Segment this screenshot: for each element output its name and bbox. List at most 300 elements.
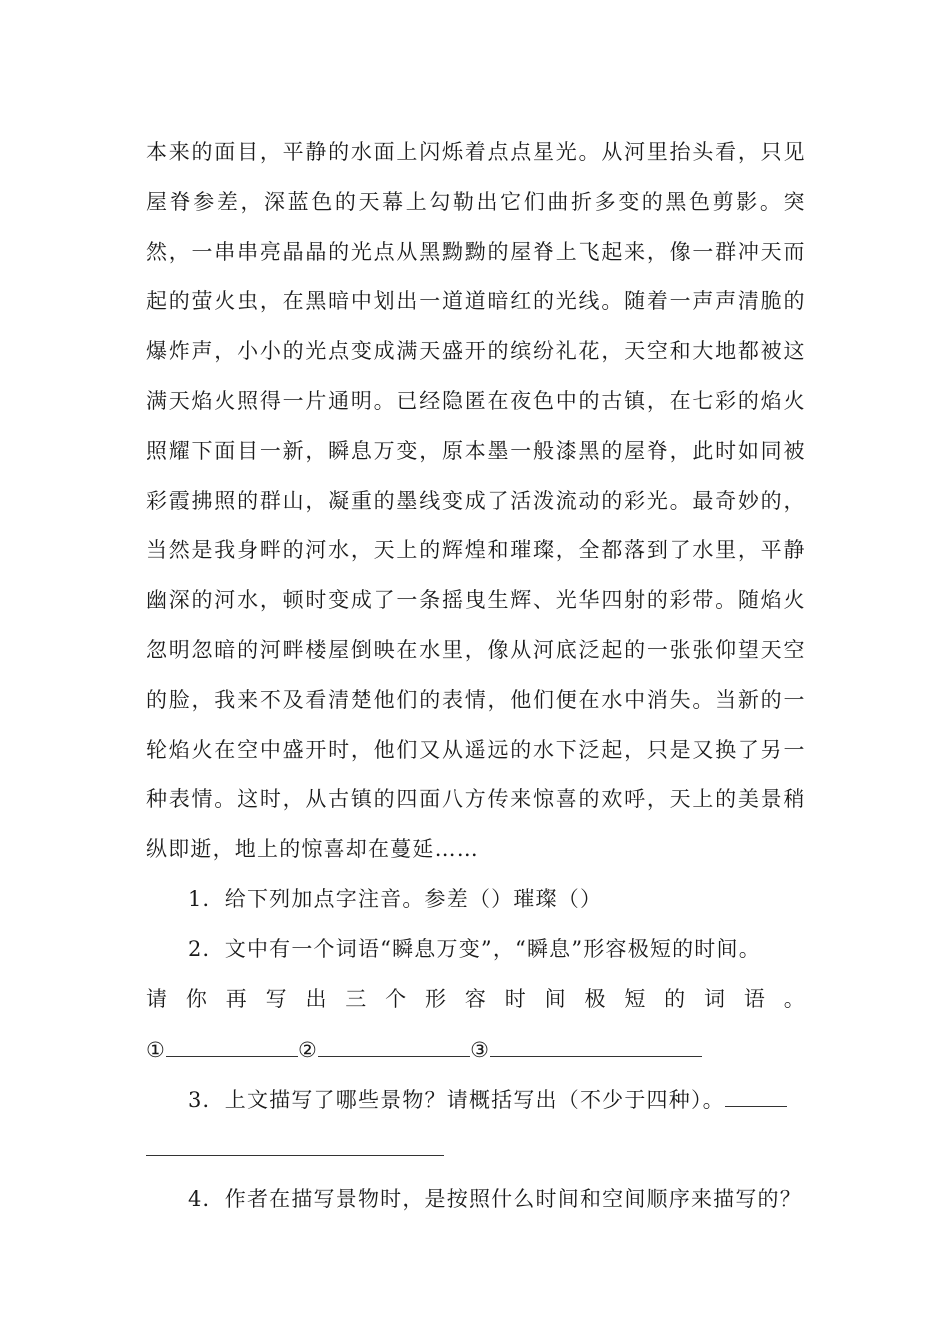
passage-char: 头 bbox=[692, 140, 715, 164]
passage-char: 和 bbox=[669, 339, 692, 364]
passage-char: 明 bbox=[350, 389, 374, 413]
passage-char: 的 bbox=[373, 488, 396, 513]
question-2-char: 三 bbox=[345, 987, 368, 1011]
passage-char: 差 bbox=[216, 189, 240, 214]
passage-char: 道 bbox=[441, 289, 465, 314]
passage-char: ， bbox=[555, 538, 578, 563]
passage-char: 水 bbox=[419, 638, 442, 662]
passage-char: 了 bbox=[487, 488, 510, 513]
passage-char: 一 bbox=[646, 638, 670, 662]
passage-char: 花 bbox=[578, 339, 601, 364]
passage-char: 匿 bbox=[464, 389, 487, 413]
passage-char: 纷 bbox=[533, 339, 556, 364]
passage-char: 声 bbox=[191, 339, 214, 364]
passage-char: 惊 bbox=[533, 787, 556, 812]
question-1-text: 1．给下列加点字注音。参差（）璀璨（） bbox=[188, 887, 603, 911]
passage-char: 消 bbox=[646, 687, 670, 712]
passage-char: 串 bbox=[214, 239, 237, 264]
passage-char: 动 bbox=[578, 488, 601, 513]
passage-char: 一 bbox=[783, 687, 806, 712]
passage-char: 着 bbox=[646, 289, 670, 314]
passage-char: 上 bbox=[396, 538, 419, 563]
passage-char: 地 bbox=[715, 339, 738, 364]
question-3-text: 3．上文描写了哪些景物？请概括写出（不少于四种）。 bbox=[188, 1088, 725, 1112]
passage-char: 黑 bbox=[305, 289, 328, 314]
passage-char: 空 bbox=[783, 638, 806, 662]
passage-char: 线 bbox=[578, 289, 601, 314]
passage-char: 出 bbox=[396, 289, 419, 314]
passage-char: 成 bbox=[464, 488, 487, 513]
question-1 bbox=[188, 884, 806, 914]
passage-char: 般 bbox=[533, 438, 556, 463]
passage-char: 息 bbox=[350, 438, 374, 463]
passage-char: 的 bbox=[601, 438, 624, 463]
passage-char: 黑 bbox=[665, 189, 688, 214]
passage-char: 在 bbox=[578, 687, 601, 712]
passage-char: 。 bbox=[715, 588, 738, 613]
passage-char: 身 bbox=[237, 538, 260, 563]
passage-char: 火 bbox=[214, 289, 237, 314]
passage-char: 四 bbox=[396, 787, 419, 812]
question-2-char: 。 bbox=[783, 987, 806, 1011]
passage-char: 照 bbox=[237, 389, 260, 413]
passage-char: 的 bbox=[715, 787, 738, 812]
passage-char: 在 bbox=[282, 289, 305, 314]
passage-char: 时 bbox=[715, 438, 738, 463]
answer-blank-q3-b[interactable] bbox=[146, 1155, 444, 1156]
passage-char: 大 bbox=[692, 339, 715, 364]
passage-char: 一 bbox=[419, 289, 442, 314]
passage-char: 声 bbox=[692, 289, 715, 314]
passage-char: 一 bbox=[191, 239, 214, 264]
passage-char: 从 bbox=[441, 737, 465, 762]
passage-char: 屋 bbox=[146, 189, 169, 214]
passage-char: 他 bbox=[373, 737, 396, 762]
passage-char: 道 bbox=[464, 289, 487, 314]
passage-char: 的 bbox=[419, 687, 442, 712]
passage-char: 。 bbox=[759, 189, 783, 214]
passage-char: 明 bbox=[168, 638, 191, 662]
passage-char: 光 bbox=[555, 588, 578, 613]
question-2-char: 短 bbox=[624, 987, 647, 1011]
passage-char: 满 bbox=[146, 389, 169, 413]
passage-char: 时 bbox=[328, 737, 351, 762]
passage-char: 一 bbox=[669, 289, 692, 314]
passage-char: ， bbox=[305, 438, 328, 463]
passage-char: 照 bbox=[214, 488, 237, 513]
passage-char: 点 bbox=[373, 239, 396, 264]
passage-char: 夜 bbox=[510, 389, 533, 413]
passage-char: 彩 bbox=[669, 588, 692, 613]
passage-char: 镇 bbox=[350, 787, 374, 812]
passage-char: 。 bbox=[692, 687, 715, 712]
passage-char: 彩 bbox=[624, 488, 647, 513]
passage-char: 暗 bbox=[214, 638, 237, 662]
passage-char: 美 bbox=[737, 787, 761, 812]
passage-char: 到 bbox=[646, 538, 670, 563]
passage-char: 清 bbox=[737, 289, 761, 314]
passage-char: ， bbox=[350, 538, 374, 563]
passage-char: 面 bbox=[373, 140, 396, 164]
passage-char: 种 bbox=[146, 787, 169, 812]
passage-char: 泛 bbox=[578, 737, 601, 762]
passage-char: 火 bbox=[783, 588, 806, 613]
passage-char: ， bbox=[487, 687, 510, 712]
passage-line bbox=[146, 735, 806, 765]
passage-char: ， bbox=[419, 438, 442, 463]
passage-char: 目 bbox=[237, 438, 260, 463]
passage-char: 新 bbox=[737, 687, 761, 712]
passage-char: 脊 bbox=[169, 189, 192, 214]
passage-char: 张 bbox=[669, 638, 692, 662]
passage-char: 出 bbox=[476, 189, 499, 214]
passage-char: 来 bbox=[168, 140, 191, 164]
passage-char: 起 bbox=[601, 737, 624, 762]
passage-char: 辉 bbox=[441, 538, 465, 563]
passage-char: ， bbox=[305, 488, 328, 513]
passage-char: ， bbox=[624, 737, 647, 762]
passage-char: 上 bbox=[396, 140, 419, 164]
passage-char: 黝 bbox=[464, 239, 487, 264]
passage-char: 的 bbox=[760, 488, 783, 513]
passage-char: 的 bbox=[578, 389, 601, 413]
passage-char: 一 bbox=[692, 239, 715, 264]
passage-char: 的 bbox=[487, 339, 510, 364]
passage-char: ， bbox=[646, 239, 670, 264]
passage-char: 萤 bbox=[191, 289, 214, 314]
passage-char: 幽 bbox=[146, 588, 169, 613]
passage-char: 最 bbox=[692, 488, 715, 513]
passage-char: 轮 bbox=[146, 737, 169, 762]
question-2-char: 的 bbox=[664, 987, 687, 1011]
answer-mark-3: ③ bbox=[470, 1038, 491, 1062]
passage-char: 从 bbox=[601, 140, 624, 164]
passage-char: 一 bbox=[282, 389, 305, 413]
passage-char: 空 bbox=[237, 737, 260, 762]
passage-char: 的 bbox=[578, 787, 601, 812]
passage-char: 天 bbox=[760, 239, 783, 264]
passage-char: 光 bbox=[555, 140, 578, 164]
passage-char: 们 bbox=[523, 189, 546, 214]
passage-char: 辉 bbox=[510, 588, 533, 613]
passage-char: 暗 bbox=[328, 289, 351, 314]
passage-char: 变 bbox=[396, 438, 419, 463]
passage-char: 的 bbox=[624, 638, 647, 662]
question-2-char: 词 bbox=[704, 987, 727, 1011]
passage-char: ， bbox=[214, 339, 237, 364]
passage-char: 。 bbox=[214, 787, 237, 812]
passage-char: 喜 bbox=[555, 787, 578, 812]
passage-char: 色 bbox=[311, 189, 334, 214]
passage-char: 失 bbox=[669, 687, 692, 712]
passage-char: 和 bbox=[487, 538, 510, 563]
passage-char: 望 bbox=[737, 638, 761, 662]
passage-char: 变 bbox=[328, 588, 351, 613]
passage-char: 随 bbox=[624, 289, 647, 314]
passage-char: 点 bbox=[510, 140, 533, 164]
passage-char: 的 bbox=[328, 140, 351, 164]
passage-char: 墨 bbox=[487, 438, 510, 463]
passage-char: ， bbox=[646, 787, 670, 812]
passage-char: 河 bbox=[214, 588, 237, 613]
passage-char: 屋 bbox=[328, 638, 351, 662]
passage-char: 勒 bbox=[452, 189, 476, 214]
passage-char: 这 bbox=[237, 787, 260, 812]
passage-char: 得 bbox=[259, 389, 283, 413]
passage-char: 呼 bbox=[624, 787, 647, 812]
question-2-char: 出 bbox=[305, 987, 328, 1011]
passage-char: 一 bbox=[510, 438, 533, 463]
passage-char: 在 bbox=[396, 638, 419, 662]
passage-char: 通 bbox=[328, 389, 351, 413]
passage-char: 缤 bbox=[510, 339, 533, 364]
passage-char: 水 bbox=[601, 687, 624, 712]
passage-char: ， bbox=[646, 389, 670, 413]
question-2-char: 形 bbox=[425, 987, 448, 1011]
passage-char: 水 bbox=[692, 538, 715, 563]
passage-char: 景 bbox=[760, 787, 783, 812]
passage-char: 脊 bbox=[646, 438, 670, 463]
answer-blank-2[interactable] bbox=[318, 1034, 470, 1057]
passage-char: 同 bbox=[760, 438, 783, 463]
passage-char: 天 bbox=[624, 339, 647, 364]
passage-char: 它 bbox=[500, 189, 523, 214]
passage-char: 的 bbox=[641, 189, 664, 214]
passage-line bbox=[146, 386, 806, 416]
passage-char: 平 bbox=[760, 538, 783, 563]
passage-char: 遥 bbox=[464, 737, 487, 762]
passage-char: 像 bbox=[669, 239, 692, 264]
passage-line bbox=[146, 685, 806, 715]
passage-char: 光 bbox=[646, 488, 670, 513]
passage-char: 一 bbox=[783, 737, 806, 762]
passage-char: 上 bbox=[555, 239, 578, 264]
passage-char: 的 bbox=[237, 488, 260, 513]
passage-char: 面 bbox=[419, 787, 442, 812]
passage-line bbox=[146, 834, 806, 864]
passage-char: 成 bbox=[350, 588, 374, 613]
passage-line bbox=[146, 635, 806, 665]
passage-char: 已 bbox=[396, 389, 419, 413]
answer-blank-1[interactable] bbox=[166, 1034, 298, 1057]
passage-char: 暗 bbox=[487, 289, 510, 314]
passage-char: 璨 bbox=[533, 538, 556, 563]
passage-char: 水 bbox=[533, 737, 556, 762]
passage-char: 起 bbox=[601, 638, 624, 662]
passage-char: 又 bbox=[692, 737, 715, 762]
passage-char: 曳 bbox=[464, 588, 487, 613]
passage-char: 被 bbox=[783, 438, 806, 463]
passage-char: 的 bbox=[646, 588, 670, 613]
passage-char: 。 bbox=[601, 289, 624, 314]
passage-char: 脸 bbox=[168, 687, 191, 712]
passage-char: 小 bbox=[237, 339, 260, 364]
passage-char: 的 bbox=[783, 289, 806, 314]
passage-char: 这 bbox=[783, 339, 806, 364]
passage-char: 点 bbox=[328, 339, 351, 364]
passage-char: 声 bbox=[715, 289, 738, 314]
passage-line bbox=[146, 336, 806, 366]
passage-char: 点 bbox=[487, 140, 510, 164]
passage-char: 都 bbox=[737, 339, 761, 364]
passage-char: 上 bbox=[692, 787, 715, 812]
passage-char: 的 bbox=[282, 538, 305, 563]
passage-char: 们 bbox=[396, 737, 419, 762]
passage-char: 火 bbox=[783, 389, 806, 413]
passage-char: 光 bbox=[350, 239, 374, 264]
question-2-text: 2．文中有一个词语“瞬息万变”，“瞬息”形容极短的时间。 bbox=[188, 937, 761, 961]
passage-char: 的 bbox=[533, 289, 556, 314]
passage-char: 爆 bbox=[146, 339, 169, 364]
passage-char: 楼 bbox=[305, 638, 328, 662]
passage-char: 不 bbox=[259, 687, 283, 712]
passage-char: 当 bbox=[715, 687, 738, 712]
answer-mark-1: ① bbox=[146, 1038, 167, 1062]
passage-char: 镇 bbox=[624, 389, 647, 413]
passage-char: 的 bbox=[487, 239, 510, 264]
passage-char: 经 bbox=[419, 389, 442, 413]
passage-char: 的 bbox=[191, 140, 214, 164]
passage-char: 飞 bbox=[578, 239, 601, 264]
passage-char: 只 bbox=[760, 140, 783, 164]
passage-char: 黝 bbox=[441, 239, 465, 264]
passage-char: 妙 bbox=[737, 488, 761, 513]
passage-char: 彩 bbox=[146, 488, 169, 513]
passage-char: 射 bbox=[624, 588, 647, 613]
passage-char: 的 bbox=[146, 687, 169, 712]
passage-char: 划 bbox=[373, 289, 396, 314]
passage-char: 里 bbox=[715, 538, 738, 563]
passage-char: 楚 bbox=[350, 687, 374, 712]
passage-line bbox=[146, 286, 806, 316]
passage-char: 流 bbox=[555, 488, 578, 513]
answer-mark-2: ② bbox=[298, 1038, 319, 1062]
passage-char: 生 bbox=[487, 588, 510, 613]
passage-char: 全 bbox=[578, 538, 601, 563]
passage-line bbox=[146, 137, 806, 167]
passage-char: 带 bbox=[692, 588, 715, 613]
passage-char: 火 bbox=[214, 389, 237, 413]
passage-char: 炸 bbox=[168, 339, 191, 364]
passage-char: 突 bbox=[783, 189, 806, 214]
passage-char: ， bbox=[601, 339, 624, 364]
passage-char: 随 bbox=[737, 588, 761, 613]
passage-char: 从 bbox=[396, 239, 419, 264]
passage-char: 晶 bbox=[305, 239, 328, 264]
passage-char: 耀 bbox=[168, 438, 191, 463]
passage-char: 抬 bbox=[669, 140, 692, 164]
passage-char: 的 bbox=[328, 239, 351, 264]
question-2-char: 个 bbox=[385, 987, 408, 1011]
passage-char: 上 bbox=[405, 189, 428, 214]
passage-char: 本 bbox=[146, 140, 169, 164]
passage-char: 们 bbox=[533, 687, 556, 712]
passage-char: 情 bbox=[191, 787, 214, 812]
passage-char: 而 bbox=[783, 239, 806, 264]
passage-char: 黑 bbox=[419, 239, 442, 264]
question-2-answer-blanks bbox=[146, 1034, 806, 1065]
passage-char: 空 bbox=[646, 339, 670, 364]
passage-char: 都 bbox=[601, 538, 624, 563]
passage-char: 水 bbox=[237, 588, 260, 613]
passage-char: 火 bbox=[191, 737, 214, 762]
passage-char: 时 bbox=[305, 588, 328, 613]
passage-char: 落 bbox=[624, 538, 647, 563]
passage-char: 脆 bbox=[760, 289, 783, 314]
passage-line bbox=[146, 187, 806, 217]
passage-char: 的 bbox=[168, 289, 191, 314]
question-2-char: 极 bbox=[584, 987, 607, 1011]
passage-char: 活 bbox=[510, 488, 533, 513]
passage-char: 泛 bbox=[578, 638, 601, 662]
passage-char: 、 bbox=[533, 588, 556, 613]
passage-char: 像 bbox=[487, 638, 510, 662]
passage-char: ， bbox=[191, 687, 214, 712]
passage-char: 开 bbox=[305, 737, 328, 762]
passage-char: 着 bbox=[464, 140, 487, 164]
passage-char: 畔 bbox=[259, 538, 283, 563]
passage-char: 色 bbox=[533, 389, 556, 413]
passage-line bbox=[146, 486, 806, 516]
passage-char: 中 bbox=[259, 737, 283, 762]
passage-char: 里 bbox=[441, 638, 465, 662]
passage-char: 在 bbox=[669, 389, 692, 413]
passage-char: ， bbox=[669, 438, 692, 463]
passage-char: 然 bbox=[146, 239, 169, 264]
passage-char: 时 bbox=[259, 787, 283, 812]
passage-char: 焰 bbox=[760, 588, 783, 613]
passage-char: 新 bbox=[282, 438, 305, 463]
passage-char: 焰 bbox=[168, 737, 191, 762]
passage-char: 目 bbox=[237, 140, 260, 164]
passage-char: 红 bbox=[510, 289, 533, 314]
passage-char: 泼 bbox=[533, 488, 556, 513]
answer-blank-q3-a[interactable] bbox=[725, 1084, 787, 1107]
passage-char: 虫 bbox=[237, 289, 260, 314]
passage-char: 看 bbox=[715, 140, 738, 164]
passage-char: 下 bbox=[555, 737, 578, 762]
passage-char: 烁 bbox=[441, 140, 465, 164]
passage-char: 的 bbox=[373, 787, 396, 812]
passage-char: 从 bbox=[510, 638, 533, 662]
passage-char: 天 bbox=[760, 638, 783, 662]
passage-char: 剪 bbox=[712, 189, 735, 214]
passage-char: 了 bbox=[737, 737, 761, 762]
passage-char: 七 bbox=[692, 389, 715, 413]
passage-char: 四 bbox=[601, 588, 624, 613]
passage-char: 张 bbox=[692, 638, 715, 662]
passage-char: 光 bbox=[555, 289, 578, 314]
passage-char: 一 bbox=[396, 588, 419, 613]
passage-char: 清 bbox=[328, 687, 351, 712]
passage-char: 星 bbox=[533, 140, 556, 164]
passage-char: 屋 bbox=[624, 438, 647, 463]
passage-char: 又 bbox=[419, 737, 442, 762]
passage-char: 的 bbox=[191, 588, 214, 613]
passage-char: 满 bbox=[396, 339, 419, 364]
passage-char: 原 bbox=[441, 438, 465, 463]
passage-char: 来 bbox=[624, 239, 647, 264]
question-2-char: 请 bbox=[146, 987, 169, 1011]
passage-char: 是 bbox=[669, 737, 692, 762]
passage-char: 起 bbox=[601, 239, 624, 264]
passage-char: 照 bbox=[146, 438, 169, 463]
passage-char: 晶 bbox=[282, 239, 305, 264]
passage-char: ， bbox=[168, 239, 191, 264]
passage-char: 忽 bbox=[191, 638, 214, 662]
passage-char: 线 bbox=[419, 488, 442, 513]
answer-blank-3[interactable] bbox=[490, 1034, 702, 1057]
